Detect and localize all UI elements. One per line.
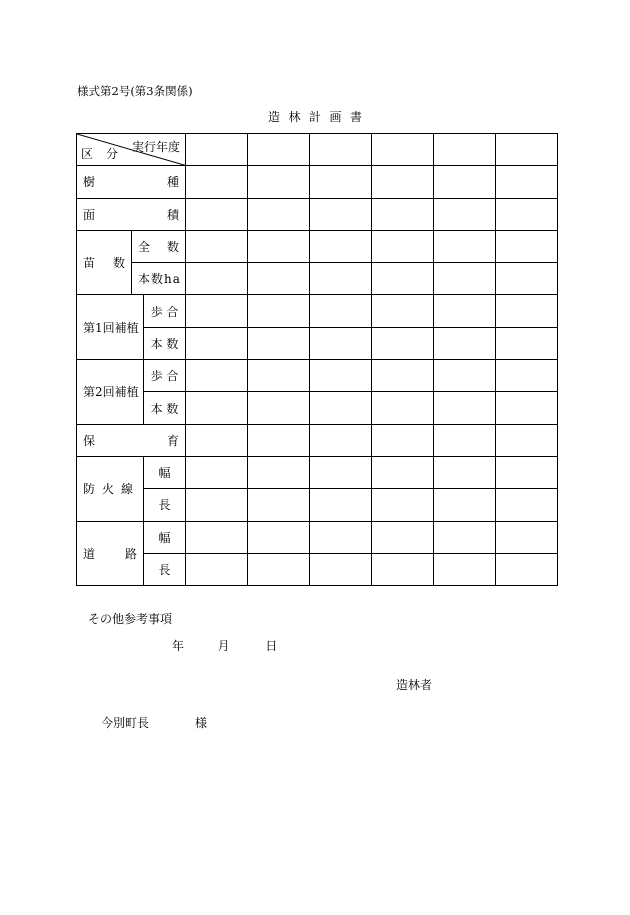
seedling-per-ha-label: 本数ha [132, 263, 186, 295]
value-cell[interactable] [372, 456, 434, 488]
planter-label: 造林者 [396, 678, 433, 692]
value-cell[interactable] [186, 327, 248, 359]
ratio-label: 歩 合 [144, 295, 186, 327]
table-header-row [77, 134, 558, 166]
row-replant2-count [77, 392, 558, 424]
value-cell[interactable] [372, 360, 434, 392]
tending-label: 保 育 [77, 424, 186, 456]
header-corner-cell [77, 134, 186, 166]
value-cell[interactable] [496, 456, 558, 488]
value-cell[interactable] [310, 360, 372, 392]
recipient-name: 今別町長 [101, 716, 150, 730]
row-firebreak-length [77, 489, 558, 521]
row-seedling-total [77, 230, 558, 262]
count-label: 本 数 [144, 392, 186, 424]
value-cell[interactable] [186, 424, 248, 456]
value-cell[interactable] [186, 360, 248, 392]
date-day: 日 [265, 639, 278, 653]
value-cell[interactable] [310, 230, 372, 262]
row-road-width [77, 521, 558, 553]
value-cell[interactable] [434, 327, 496, 359]
value-cell[interactable] [186, 166, 248, 198]
width-label: 幅 [144, 521, 186, 553]
value-cell[interactable] [496, 263, 558, 295]
row-area [77, 198, 558, 230]
length-label: 長 [144, 553, 186, 585]
value-cell[interactable] [434, 456, 496, 488]
value-cell[interactable] [496, 521, 558, 553]
value-cell[interactable] [496, 134, 558, 166]
value-cell[interactable] [496, 424, 558, 456]
value-cell[interactable] [496, 392, 558, 424]
row-tree-species [77, 166, 558, 198]
value-cell[interactable] [434, 230, 496, 262]
value-cell[interactable] [496, 553, 558, 585]
value-cell[interactable] [248, 424, 310, 456]
value-cell[interactable] [248, 553, 310, 585]
row-road-length [77, 553, 558, 585]
value-cell[interactable] [434, 360, 496, 392]
value-cell[interactable] [248, 166, 310, 198]
value-cell[interactable] [310, 198, 372, 230]
row-replant1-ratio [77, 295, 558, 327]
value-cell[interactable] [310, 392, 372, 424]
value-cell[interactable] [434, 295, 496, 327]
value-cell[interactable] [372, 553, 434, 585]
value-cell[interactable] [248, 198, 310, 230]
value-cell[interactable] [310, 295, 372, 327]
value-cell[interactable] [434, 198, 496, 230]
value-cell[interactable] [372, 166, 434, 198]
value-cell[interactable] [186, 263, 248, 295]
row-tending [77, 424, 558, 456]
seedling-label: 苗 数 [77, 230, 132, 295]
value-cell[interactable] [186, 198, 248, 230]
row-seedling-per-ha [77, 263, 558, 295]
value-cell[interactable] [496, 360, 558, 392]
value-cell[interactable] [310, 263, 372, 295]
row-replant2-ratio [77, 360, 558, 392]
recipient-honorific: 様 [195, 716, 208, 730]
value-cell[interactable] [434, 521, 496, 553]
width-label: 幅 [144, 456, 186, 488]
value-cell[interactable] [372, 424, 434, 456]
value-cell[interactable] [434, 424, 496, 456]
value-cell[interactable] [248, 489, 310, 521]
value-cell[interactable] [372, 327, 434, 359]
value-cell[interactable] [248, 521, 310, 553]
tree-species-label: 樹 種 [77, 166, 186, 198]
replant1-label: 第1回補植 [77, 295, 144, 360]
value-cell[interactable] [310, 521, 372, 553]
value-cell[interactable] [310, 489, 372, 521]
value-cell[interactable] [372, 295, 434, 327]
header-category: 区分 [81, 147, 132, 162]
date-year: 年 [172, 639, 185, 653]
value-cell[interactable] [434, 392, 496, 424]
value-cell[interactable] [496, 489, 558, 521]
value-cell[interactable] [496, 230, 558, 262]
length-label: 長 [144, 489, 186, 521]
value-cell[interactable] [496, 327, 558, 359]
value-cell[interactable] [372, 392, 434, 424]
value-cell[interactable] [186, 456, 248, 488]
value-cell[interactable] [248, 134, 310, 166]
plan-table [76, 133, 558, 586]
value-cell[interactable] [434, 263, 496, 295]
value-cell[interactable] [372, 521, 434, 553]
value-cell[interactable] [186, 392, 248, 424]
value-cell[interactable] [248, 295, 310, 327]
value-cell[interactable] [372, 263, 434, 295]
value-cell[interactable] [186, 134, 248, 166]
value-cell[interactable] [310, 166, 372, 198]
row-firebreak-width [77, 456, 558, 488]
value-cell[interactable] [248, 360, 310, 392]
other-notes-label: その他参考事項 [88, 612, 173, 626]
road-label: 道 路 [77, 521, 144, 586]
value-cell[interactable] [434, 134, 496, 166]
form-number: 様式第2号(第3条関係) [77, 84, 193, 98]
value-cell[interactable] [248, 327, 310, 359]
value-cell[interactable] [248, 263, 310, 295]
value-cell[interactable] [310, 456, 372, 488]
value-cell[interactable] [248, 392, 310, 424]
value-cell[interactable] [372, 489, 434, 521]
replant2-label: 第2回補植 [77, 360, 144, 425]
value-cell[interactable] [496, 166, 558, 198]
value-cell[interactable] [186, 230, 248, 262]
count-label: 本 数 [144, 327, 186, 359]
value-cell[interactable] [310, 327, 372, 359]
value-cell[interactable] [496, 198, 558, 230]
recipient-line [101, 717, 207, 729]
value-cell[interactable] [310, 553, 372, 585]
value-cell[interactable] [248, 456, 310, 488]
value-cell[interactable] [186, 295, 248, 327]
seedling-total-label: 全 数 [132, 230, 186, 262]
date-line [172, 640, 277, 652]
ratio-label: 歩 合 [144, 360, 186, 392]
value-cell[interactable] [186, 521, 248, 553]
document-title: 造林計画書 [268, 110, 371, 124]
area-label: 面 積 [77, 198, 186, 230]
value-cell[interactable] [434, 553, 496, 585]
value-cell[interactable] [372, 198, 434, 230]
value-cell[interactable] [310, 134, 372, 166]
value-cell[interactable] [310, 424, 372, 456]
value-cell[interactable] [248, 230, 310, 262]
header-fiscal-year: 実行年度 [132, 140, 181, 154]
value-cell[interactable] [186, 553, 248, 585]
firebreak-label: 防 火 線 [77, 456, 144, 521]
value-cell[interactable] [186, 489, 248, 521]
value-cell[interactable] [372, 134, 434, 166]
row-replant1-count [77, 327, 558, 359]
value-cell[interactable] [434, 166, 496, 198]
value-cell[interactable] [496, 295, 558, 327]
value-cell[interactable] [434, 489, 496, 521]
date-month: 月 [217, 639, 230, 653]
value-cell[interactable] [372, 230, 434, 262]
